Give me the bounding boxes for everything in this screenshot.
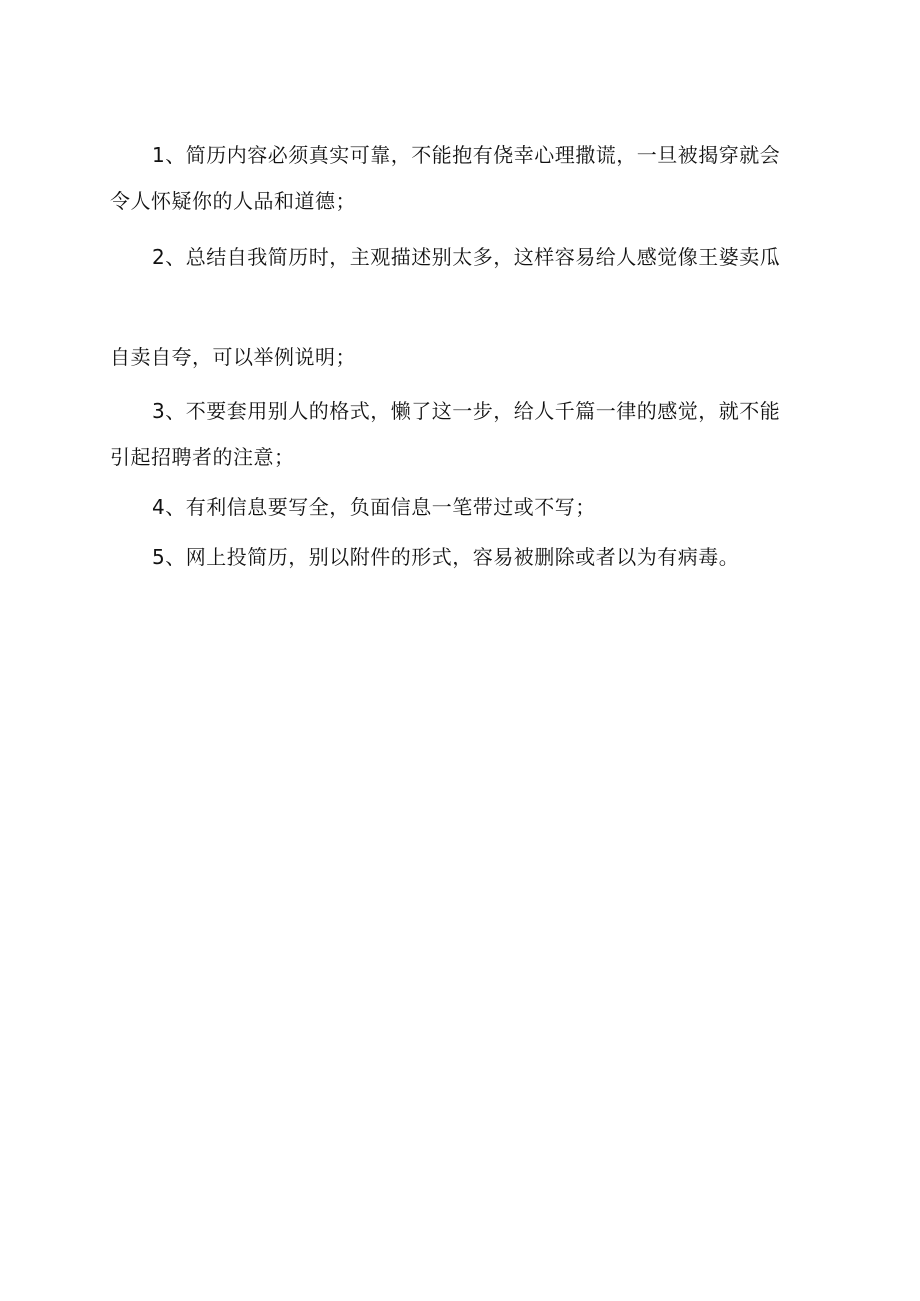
tip-2-line-2: 自卖自夸，可以举例说明； [110, 345, 356, 369]
tip-1-line-2: 令人怀疑你的人品和道德； [110, 189, 356, 213]
tip-3-line-1: 3、不要套用别人的格式，懒了这一步，给人千篇一律的感觉，就不能 [152, 399, 781, 423]
tip-3-line-2: 引起招聘者的注意； [110, 445, 295, 469]
tip-4-line: 4、有利信息要写全，负面信息一笔带过或不写； [152, 495, 596, 519]
tip-5-line: 5、网上投简历，别以附件的形式，容易被删除或者以为有病毒。 [152, 545, 740, 569]
tip-1-line-1: 1、简历内容必须真实可靠，不能抱有侥幸心理撒谎，一旦被揭穿就会 [152, 143, 781, 167]
tip-2-line-1: 2、总结自我简历时，主观描述别太多，这样容易给人感觉像王婆卖瓜 [152, 245, 781, 269]
